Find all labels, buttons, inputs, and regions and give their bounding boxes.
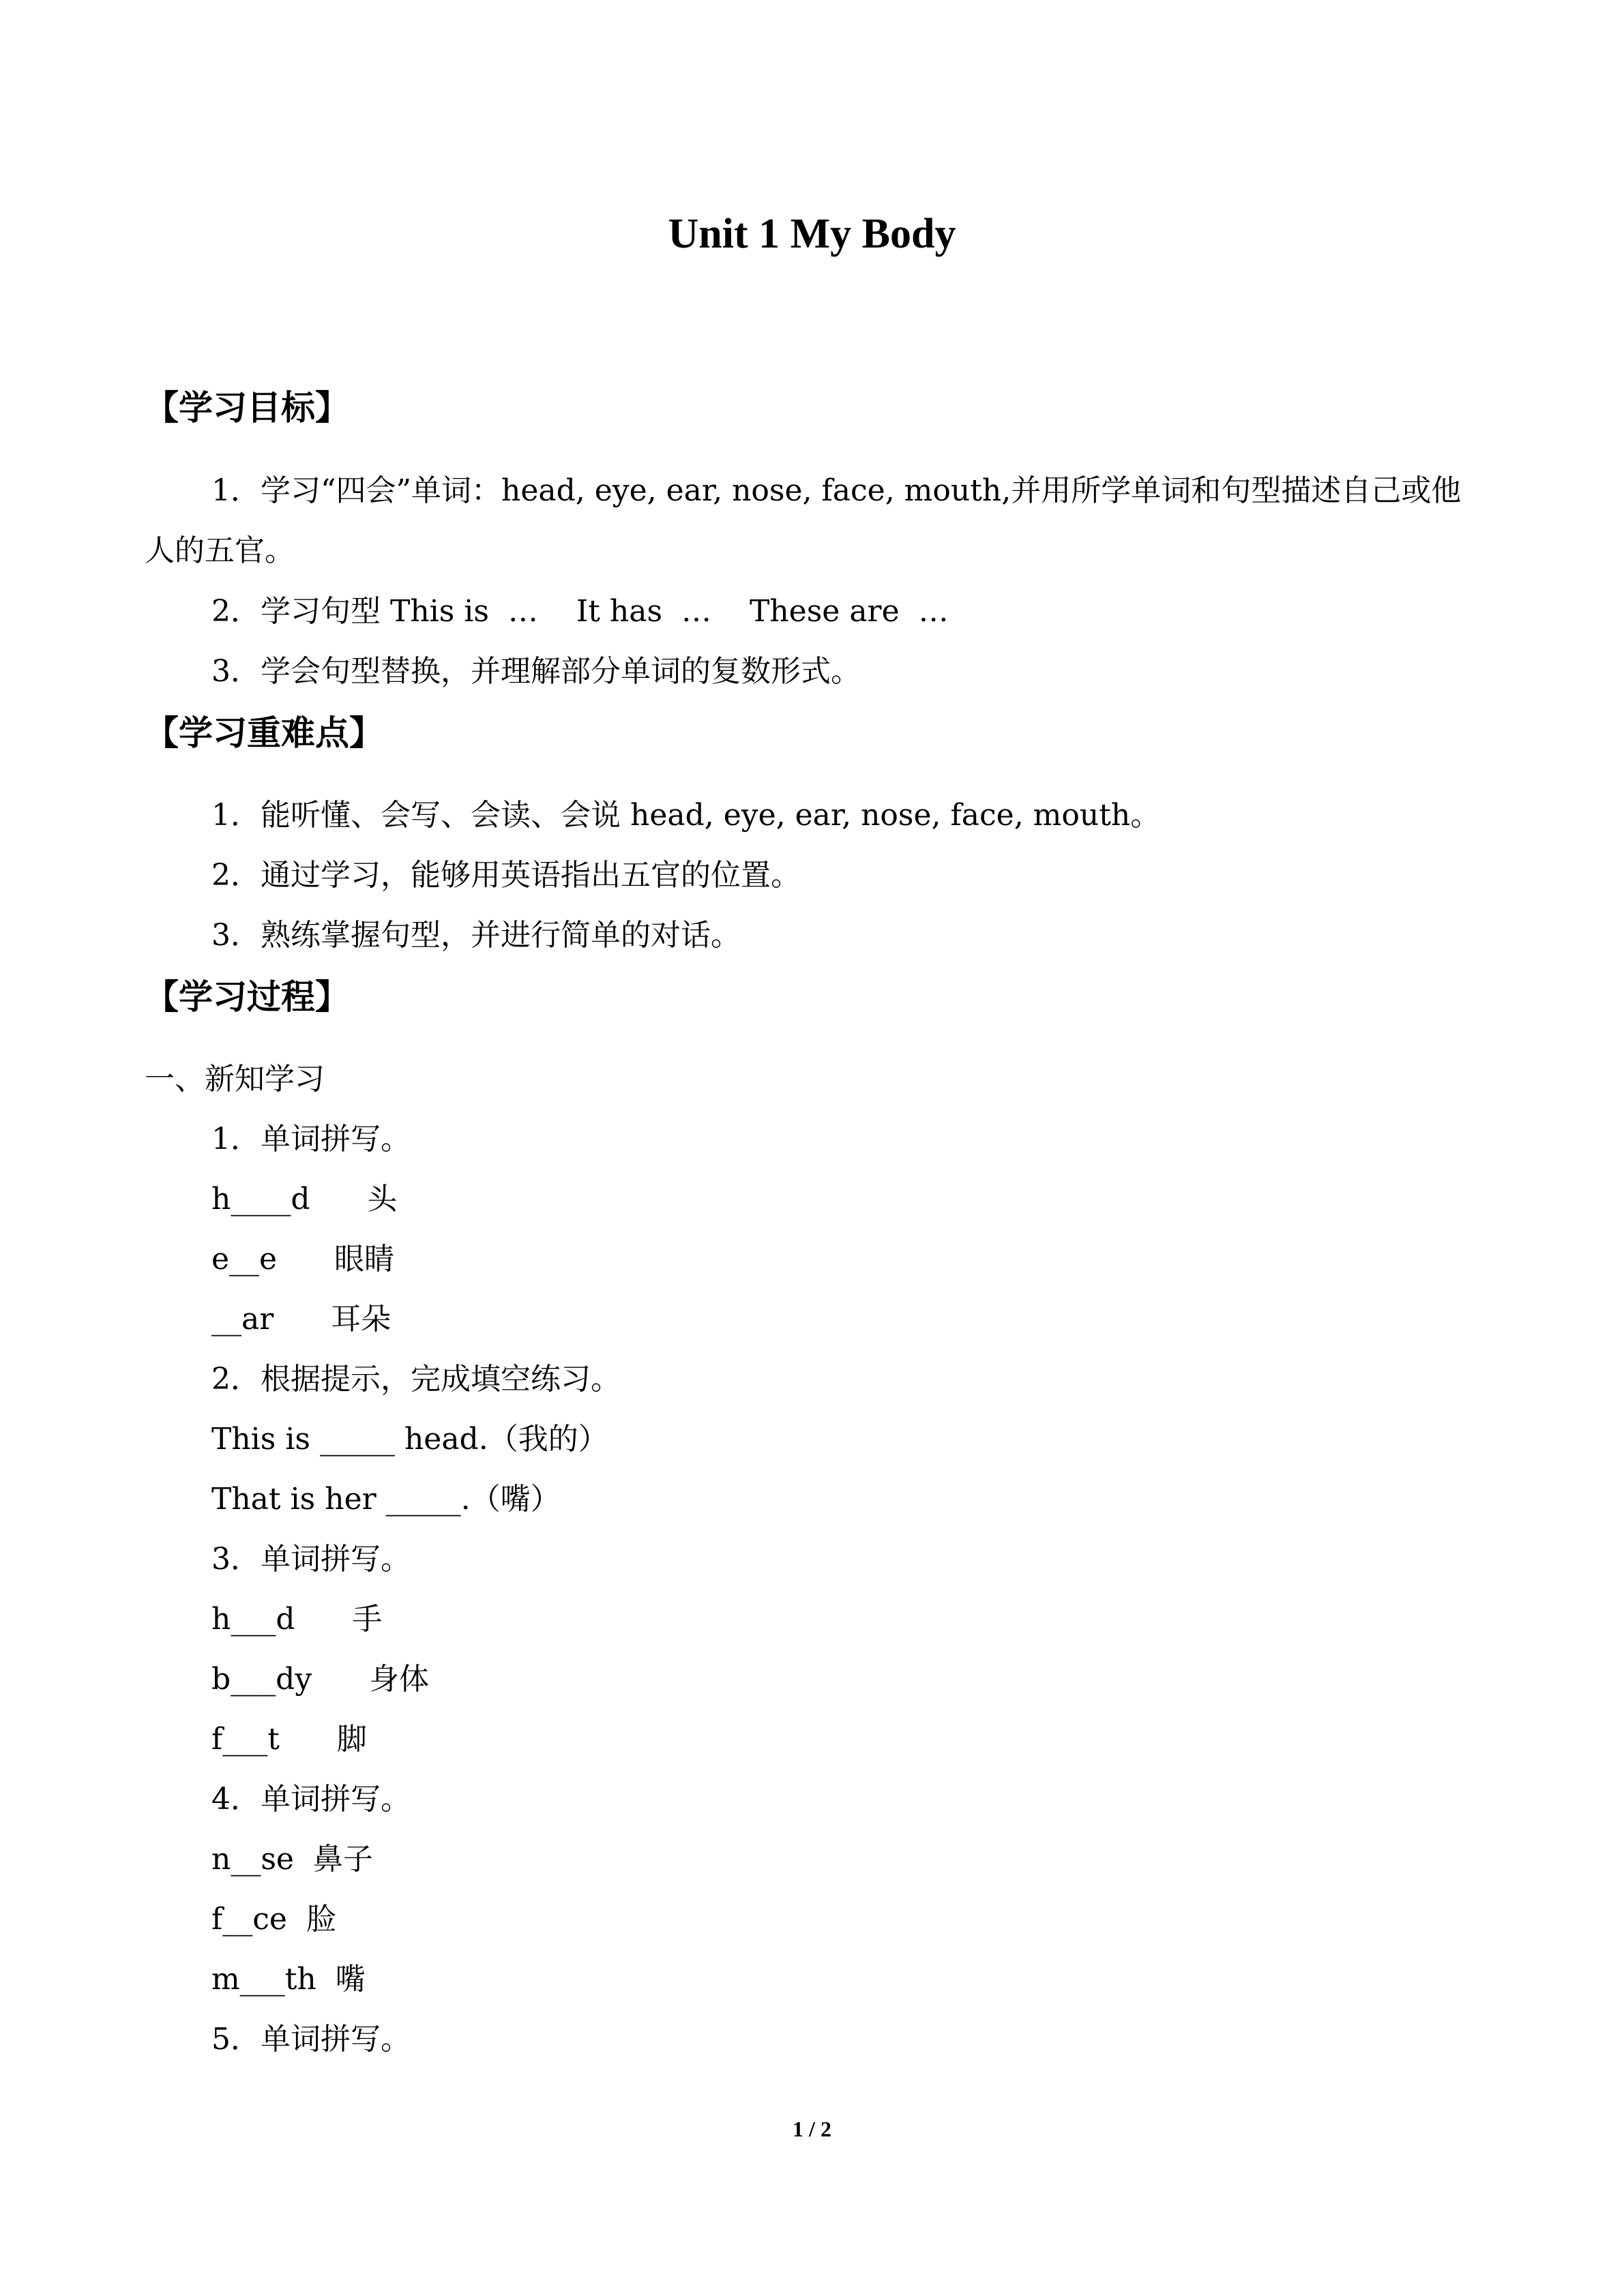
heading-learning-process: 【学习过程】 <box>145 977 349 1017</box>
key-point-item-1: 1．能听懂、会写、会读、会说 head, eye, ear, nose, face, mouth。 <box>211 798 1161 833</box>
exercise-line: __ar 耳朵 <box>211 1302 392 1337</box>
exercise-line: m___th 嘴 <box>211 1962 366 1997</box>
page-title: Unit 1 My Body <box>668 211 956 257</box>
goal-item-1-continued: 人的五官。 <box>145 533 295 568</box>
exercise-line: f___t 脚 <box>211 1722 367 1757</box>
heading-learning-goals: 【学习目标】 <box>145 388 349 428</box>
heading-key-points: 【学习重难点】 <box>145 713 383 753</box>
exercise-line: b___dy 身体 <box>211 1662 430 1697</box>
exercise-line: n__se 鼻子 <box>211 1842 373 1877</box>
exercise-line: h____d 头 <box>211 1182 398 1217</box>
exercise-3-instruction: 3．单词拼写。 <box>211 1542 411 1577</box>
exercise-line: f__ce 脸 <box>211 1902 336 1937</box>
page-number: 1 / 2 <box>793 2117 831 2141</box>
goal-item-2: 2．学习句型 This is … It has … These are … <box>211 594 949 629</box>
exercise-line: This is _____ head.（我的） <box>211 1422 608 1457</box>
goal-item-3: 3．学会句型替换，并理解部分单词的复数形式。 <box>211 654 861 689</box>
exercise-4-instruction: 4．单词拼写。 <box>211 1782 411 1817</box>
exercise-line: h___d 手 <box>211 1602 383 1637</box>
exercise-5-instruction: 5．单词拼写。 <box>211 2022 411 2057</box>
exercise-line: That is her _____.（嘴） <box>211 1482 561 1517</box>
goal-item-1: 1．学习“四会”单词：head, eye, ear, nose, face, mouth,并用所学单词和句型描述自己或他 <box>211 473 1462 508</box>
exercise-2-instruction: 2．根据提示，完成填空练习。 <box>211 1362 621 1397</box>
exercise-1-instruction: 1．单词拼写。 <box>211 1122 411 1157</box>
key-point-item-2: 2．通过学习，能够用英语指出五官的位置。 <box>211 858 801 893</box>
section-title-new-knowledge: 一、新知学习 <box>145 1062 325 1097</box>
exercise-line: e__e 眼睛 <box>211 1242 394 1277</box>
key-point-item-3: 3．熟练掌握句型，并进行简单的对话。 <box>211 918 741 953</box>
